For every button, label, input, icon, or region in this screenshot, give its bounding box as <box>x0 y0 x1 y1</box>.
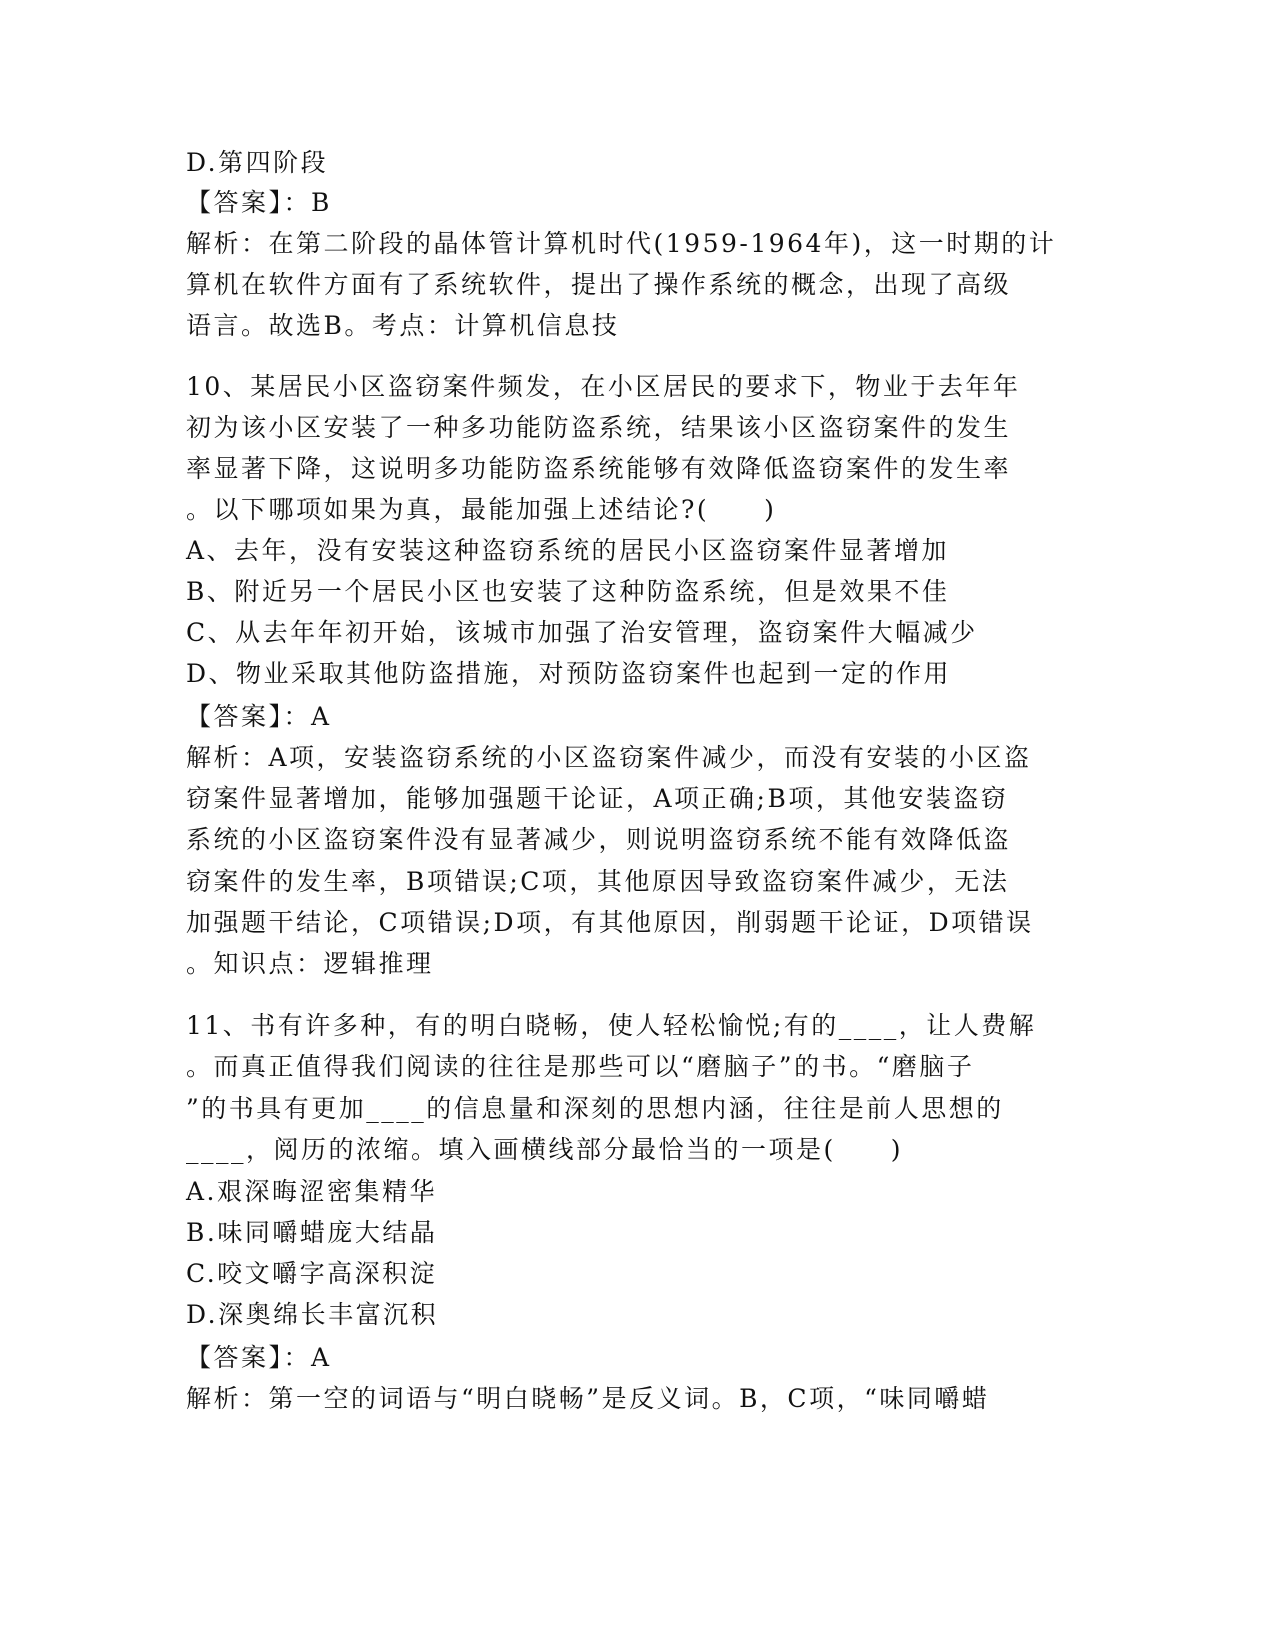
q10-option-b: B、附近另一个居民小区也安装了这种防盗系统，但是效果不佳 <box>186 577 950 606</box>
prev-analysis-line: 算机在软件方面有了系统软件，提出了操作系统的概念，出现了高级 <box>186 270 1012 299</box>
q10-analysis-line: 窃案件的发生率，B项错误;C项，其他原因导致盗窃案件减少，无法 <box>186 867 1010 896</box>
prev-option-d: D.第四阶段 <box>186 148 329 177</box>
q11-stem-line: ____，阅历的浓缩。填入画横线部分最恰当的一项是( ) <box>186 1135 904 1164</box>
q10-analysis-line: 系统的小区盗窃案件没有显著减少，则说明盗窃系统不能有效降低盗 <box>186 825 1012 854</box>
q11-analysis-line: 解析：第一空的词语与“明白晓畅”是反义词。B，C项，“味同嚼蜡 <box>186 1384 990 1413</box>
q10-option-a: A、去年，没有安装这种盗窃系统的居民小区盗窃案件显著增加 <box>186 536 950 565</box>
q10-stem-line: 率显著下降，这说明多功能防盗系统能够有效降低盗窃案件的发生率 <box>186 454 1012 483</box>
q10-stem-line: 初为该小区安装了一种多功能防盗系统，结果该小区盗窃案件的发生 <box>186 413 1012 442</box>
q11-stem-line: 。而真正值得我们阅读的往往是那些可以“磨脑子”的书。“磨脑子 <box>186 1052 975 1081</box>
q10-analysis-line: 窃案件显著增加，能够加强题干论证，A项正确;B项，其他安装盗窃 <box>186 784 1009 813</box>
q11-option-a: A.艰深晦涩密集精华 <box>186 1177 438 1206</box>
q11-option-d: D.深奥绵长丰富沉积 <box>186 1300 439 1329</box>
prev-analysis-line: 解析：在第二阶段的晶体管计算机时代(1959-1964年)，这一时期的计 <box>186 229 1057 258</box>
q10-analysis-line: 解析：A项，安装盗窃系统的小区盗窃案件减少，而没有安装的小区盗 <box>186 743 1032 772</box>
q10-analysis-line: 加强题干结论，C项错误;D项，有其他原因，削弱题干论证，D项错误 <box>186 908 1034 937</box>
q10-answer: 【答案】：A <box>186 702 332 731</box>
q11-option-c: C.咬文嚼字高深积淀 <box>186 1259 438 1288</box>
q10-analysis-line: 。知识点：逻辑推理 <box>186 949 434 978</box>
q10-stem-line: 10、某居民小区盗窃案件频发，在小区居民的要求下，物业于去年年 <box>186 372 1021 401</box>
q11-stem-line: 11、书有许多种，有的明白晓畅，使人轻松愉悦;有的____，让人费解 <box>186 1011 1037 1040</box>
q10-option-c: C、从去年年初开始，该城市加强了治安管理，盗窃案件大幅减少 <box>186 618 978 647</box>
q11-stem-line: ”的书具有更加____的信息量和深刻的思想内涵，往往是前人思想的 <box>186 1094 1004 1123</box>
q10-stem-line: 。以下哪项如果为真，最能加强上述结论?( ) <box>186 495 777 524</box>
prev-answer: 【答案】：B <box>186 188 332 217</box>
q11-option-b: B.味同嚼蜡庞大结晶 <box>186 1218 438 1247</box>
prev-analysis-line: 语言。故选B。考点：计算机信息技 <box>186 311 620 340</box>
q11-answer: 【答案】：A <box>186 1343 332 1372</box>
q10-option-d: D、物业采取其他防盗措施，对预防盗窃案件也起到一定的作用 <box>186 659 952 688</box>
